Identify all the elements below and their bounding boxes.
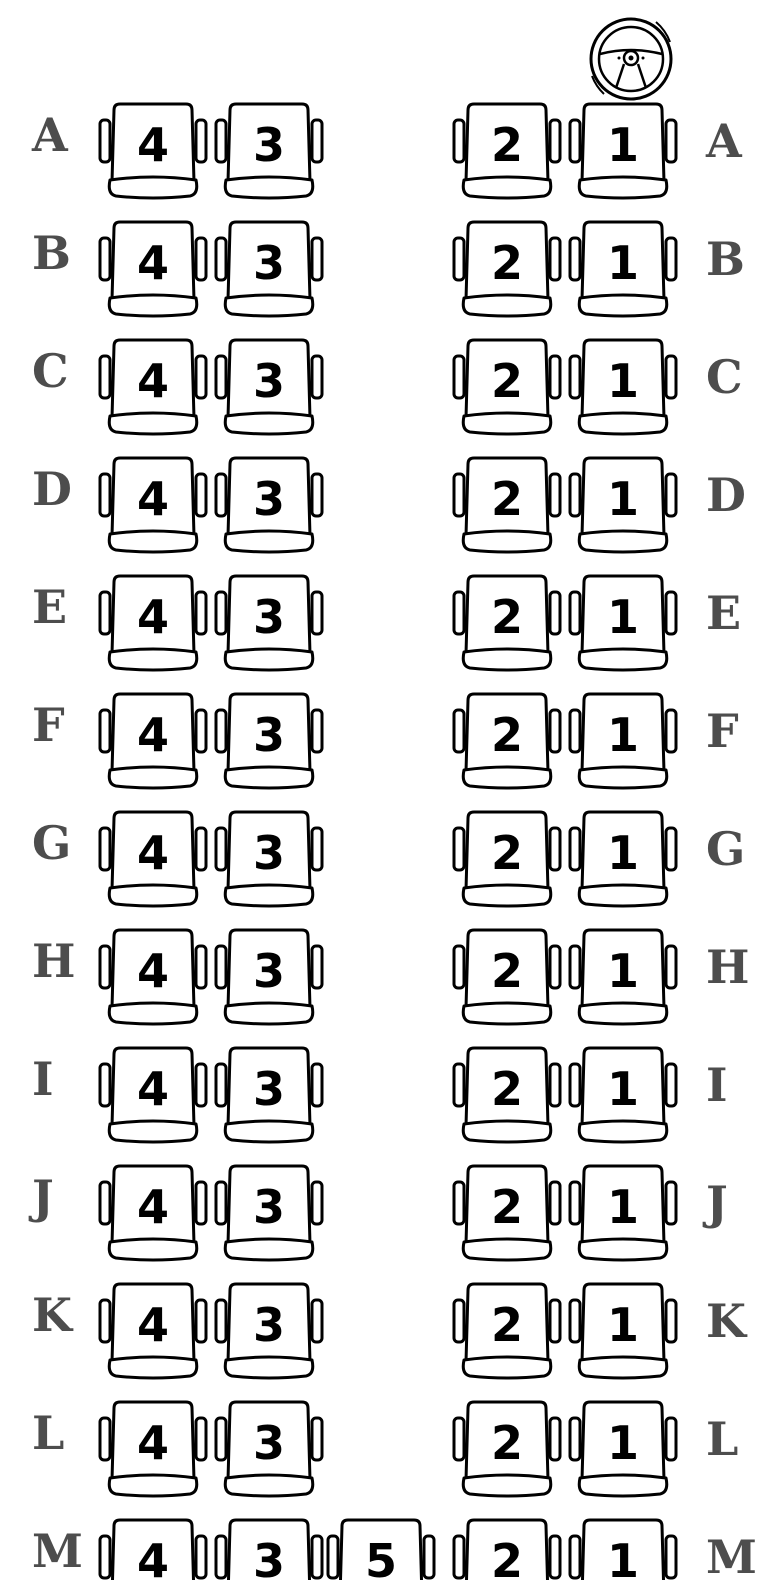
seat-number: 1 (606, 590, 639, 644)
seat-number: 3 (252, 1298, 285, 1352)
seat-number: 2 (490, 472, 523, 526)
row-label-right-g: G (706, 822, 746, 876)
seat-a4[interactable] (98, 100, 208, 200)
seat-number: 2 (490, 708, 523, 762)
seat-h4[interactable] (98, 926, 208, 1026)
seat-b3[interactable] (214, 218, 324, 318)
seat-m3[interactable] (214, 1516, 324, 1580)
seat-h1[interactable] (568, 926, 678, 1026)
seat-d4[interactable] (98, 454, 208, 554)
seat-number: 1 (606, 1180, 639, 1234)
row-label-right-j: J (706, 1176, 728, 1230)
seat-number: 3 (252, 1062, 285, 1116)
row-label-right-d: D (706, 468, 746, 522)
seat-c3[interactable] (214, 336, 324, 436)
seat-number: 4 (136, 472, 169, 526)
seat-number: 2 (490, 826, 523, 880)
seat-j4[interactable] (98, 1162, 208, 1262)
seat-d2[interactable] (452, 454, 562, 554)
seat-number: 2 (490, 354, 523, 408)
seat-i3[interactable] (214, 1044, 324, 1144)
seat-number: 1 (606, 118, 639, 172)
row-label-left-b: B (32, 226, 71, 280)
seat-number: 2 (490, 1062, 523, 1116)
seat-c2[interactable] (452, 336, 562, 436)
seat-number: 3 (252, 354, 285, 408)
seat-number: 3 (252, 236, 285, 290)
row-label-left-i: I (32, 1052, 54, 1106)
seat-number: 1 (606, 1298, 639, 1352)
seat-number: 2 (490, 1298, 523, 1352)
seat-m2[interactable] (452, 1516, 562, 1580)
seat-number: 1 (606, 472, 639, 526)
seat-g1[interactable] (568, 808, 678, 908)
seat-number: 2 (490, 236, 523, 290)
seat-a1[interactable] (568, 100, 678, 200)
seat-i2[interactable] (452, 1044, 562, 1144)
seat-number: 1 (606, 354, 639, 408)
row-label-right-e: E (706, 586, 742, 640)
seat-d1[interactable] (568, 454, 678, 554)
seat-number: 4 (136, 1180, 169, 1234)
seat-number: 1 (606, 1062, 639, 1116)
seat-number: 3 (252, 708, 285, 762)
seat-number: 4 (136, 1298, 169, 1352)
seat-k2[interactable] (452, 1280, 562, 1380)
seat-number: 1 (606, 708, 639, 762)
row-label-left-e: E (32, 580, 68, 634)
seat-number: 2 (490, 944, 523, 998)
seat-a2[interactable] (452, 100, 562, 200)
row-label-right-k: K (706, 1294, 746, 1348)
seat-number: 3 (252, 826, 285, 880)
seat-k4[interactable] (98, 1280, 208, 1380)
seat-f1[interactable] (568, 690, 678, 790)
seat-m4[interactable] (98, 1516, 208, 1580)
row-label-left-f: F (32, 698, 65, 752)
row-label-right-l: L (706, 1412, 739, 1466)
row-label-left-h: H (32, 934, 76, 988)
seat-number: 4 (136, 1534, 169, 1580)
seat-i1[interactable] (568, 1044, 678, 1144)
row-label-right-f: F (706, 704, 739, 758)
row-label-left-j: J (32, 1170, 54, 1224)
steering-wheel-icon (586, 14, 676, 104)
seat-number: 2 (490, 1416, 523, 1470)
row-label-left-a: A (32, 108, 68, 162)
seat-number: 5 (364, 1534, 397, 1580)
row-label-left-d: D (32, 462, 72, 516)
seat-l1[interactable] (568, 1398, 678, 1498)
seat-a3[interactable] (214, 100, 324, 200)
seat-g3[interactable] (214, 808, 324, 908)
seat-h2[interactable] (452, 926, 562, 1026)
seat-number: 4 (136, 1416, 169, 1470)
seat-e2[interactable] (452, 572, 562, 672)
seat-number: 2 (490, 590, 523, 644)
seat-j1[interactable] (568, 1162, 678, 1262)
row-label-left-l: L (32, 1406, 65, 1460)
seat-number: 4 (136, 1062, 169, 1116)
seat-number: 3 (252, 1534, 285, 1580)
seat-number: 4 (136, 826, 169, 880)
seat-m5[interactable] (326, 1516, 436, 1580)
seat-number: 4 (136, 118, 169, 172)
row-label-right-i: I (706, 1058, 728, 1112)
seat-number: 3 (252, 944, 285, 998)
seat-h3[interactable] (214, 926, 324, 1026)
seat-g2[interactable] (452, 808, 562, 908)
seat-number: 3 (252, 590, 285, 644)
row-label-left-c: C (32, 344, 69, 398)
row-label-right-h: H (706, 940, 750, 994)
row-label-right-b: B (706, 232, 745, 286)
seat-l3[interactable] (214, 1398, 324, 1498)
seat-number: 4 (136, 590, 169, 644)
seat-e3[interactable] (214, 572, 324, 672)
seat-number: 3 (252, 118, 285, 172)
seat-number: 1 (606, 236, 639, 290)
seat-number: 4 (136, 236, 169, 290)
seat-number: 1 (606, 944, 639, 998)
seat-l4[interactable] (98, 1398, 208, 1498)
seat-j3[interactable] (214, 1162, 324, 1262)
seat-number: 3 (252, 1180, 285, 1234)
seat-f3[interactable] (214, 690, 324, 790)
seat-number: 2 (490, 118, 523, 172)
seat-d3[interactable] (214, 454, 324, 554)
seat-number: 2 (490, 1180, 523, 1234)
seat-f4[interactable] (98, 690, 208, 790)
seat-k3[interactable] (214, 1280, 324, 1380)
seat-m1[interactable] (568, 1516, 678, 1580)
seat-number: 3 (252, 472, 285, 526)
seat-e1[interactable] (568, 572, 678, 672)
row-label-left-m: M (32, 1524, 83, 1578)
seat-c1[interactable] (568, 336, 678, 436)
row-label-right-c: C (706, 350, 743, 404)
row-label-left-k: K (32, 1288, 72, 1342)
seat-number: 2 (490, 1534, 523, 1580)
seat-k1[interactable] (568, 1280, 678, 1380)
seat-g4[interactable] (98, 808, 208, 908)
seat-b2[interactable] (452, 218, 562, 318)
seat-b4[interactable] (98, 218, 208, 318)
seat-number: 1 (606, 1416, 639, 1470)
seat-b1[interactable] (568, 218, 678, 318)
row-label-right-m: M (706, 1530, 757, 1580)
seat-l2[interactable] (452, 1398, 562, 1498)
seat-number: 1 (606, 826, 639, 880)
seat-number: 4 (136, 708, 169, 762)
seat-i4[interactable] (98, 1044, 208, 1144)
seat-number: 3 (252, 1416, 285, 1470)
seat-number: 4 (136, 944, 169, 998)
seat-f2[interactable] (452, 690, 562, 790)
seat-e4[interactable] (98, 572, 208, 672)
seat-number: 1 (606, 1534, 639, 1580)
row-label-right-a: A (706, 114, 742, 168)
seat-c4[interactable] (98, 336, 208, 436)
row-label-left-g: G (32, 816, 72, 870)
seat-number: 4 (136, 354, 169, 408)
seat-j2[interactable] (452, 1162, 562, 1262)
